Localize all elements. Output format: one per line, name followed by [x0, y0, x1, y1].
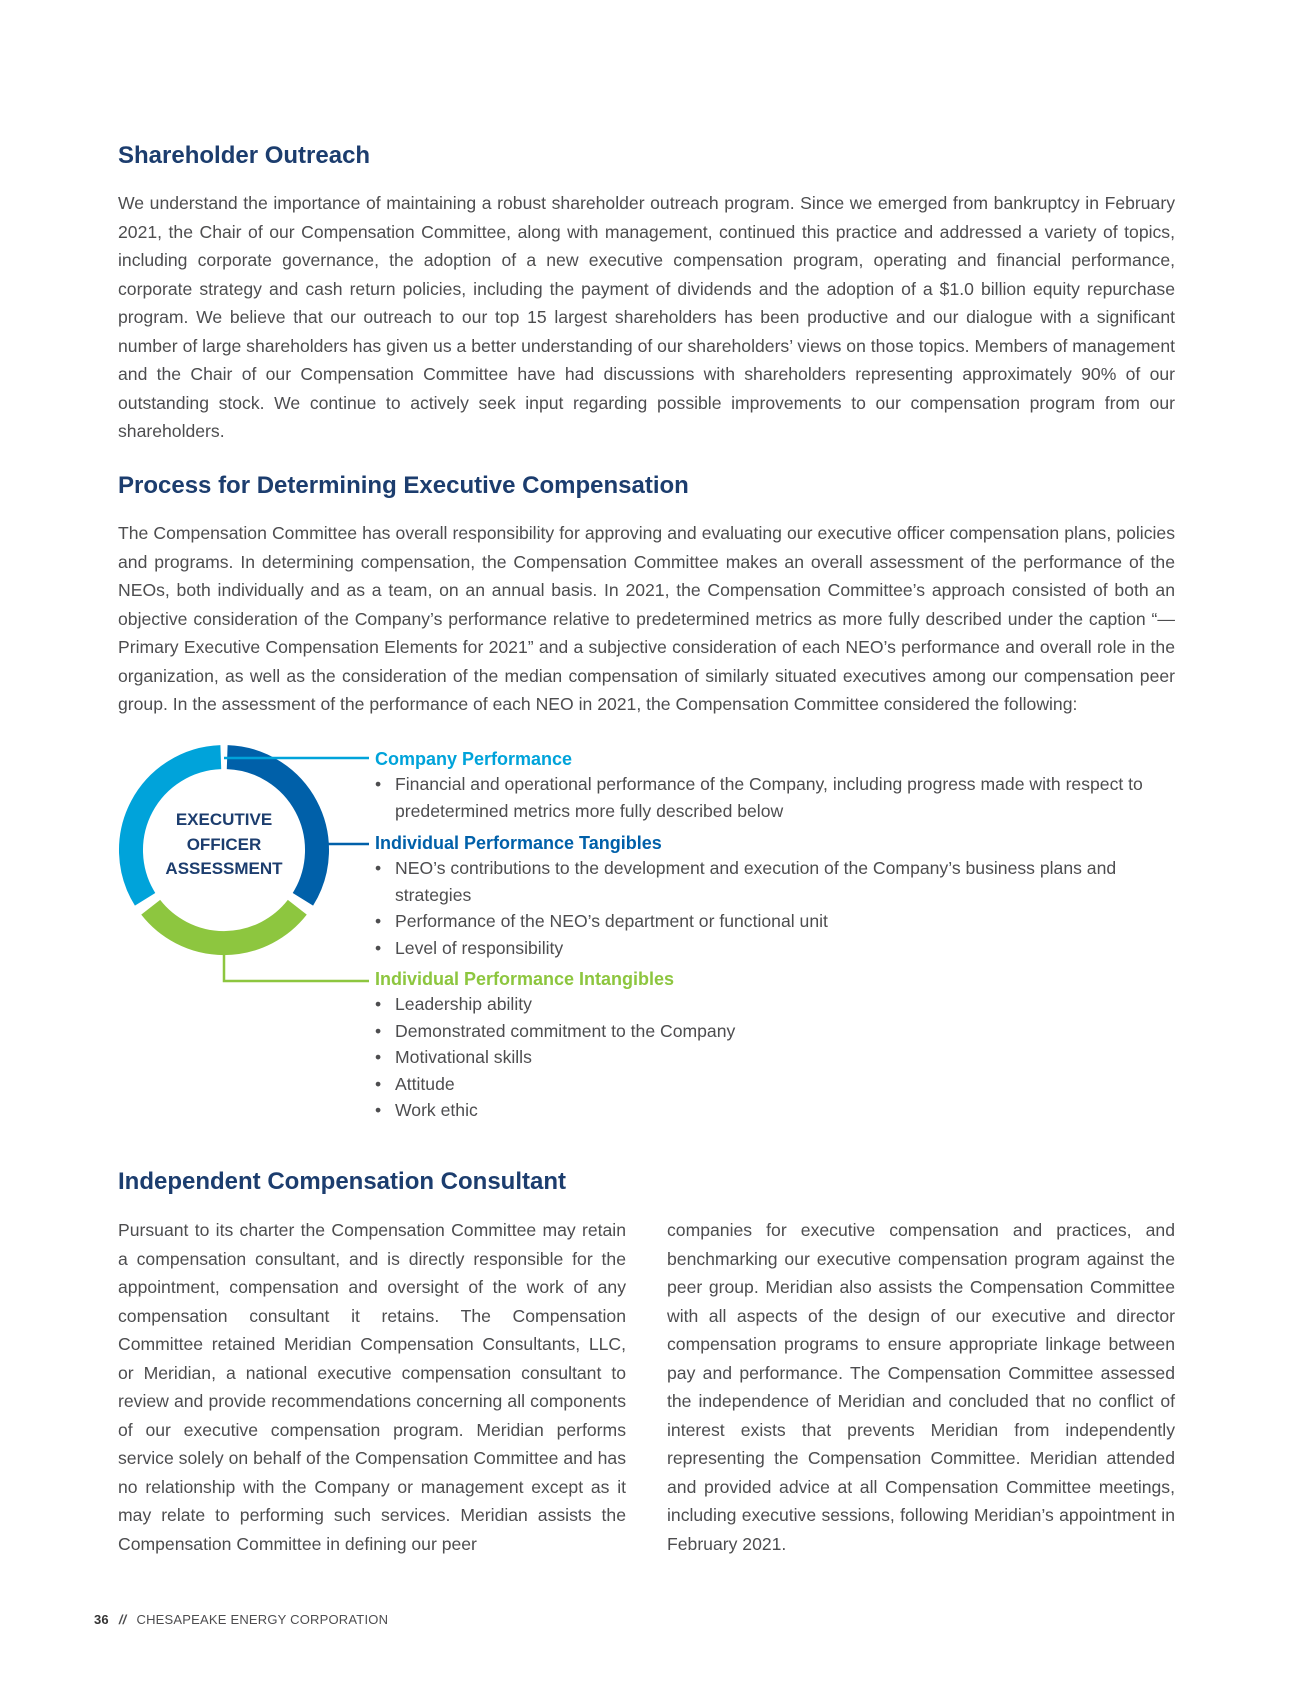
- group-title-intangibles: Individual Performance Intangibles: [375, 969, 675, 989]
- shareholder-outreach-paragraph: We understand the importance of maintaining a robust shareholder outreach program. Since we emerged from bankruptcy in February 2021, the Chair of our Compensation Committee, along with management, continued this practice and addressed a variety of topics, including corporate governance, the adoption of a new executive compensation program, operating and financial performance, corporate strategy and cash return policies, including the payment of dividends and the adoption of a $1.0 billion equity repurchase program. We believe that our outreach to our top 15 largest shareholders has been productive and our dialogue with a significant number of large shareholders has given us a better understanding of our shareholders’ views on those topics. Members of management and the Chair of our Compensation Committee have had discussions with shareholders representing approximately 90% of our outstanding stock. We continue to actively seek input regarding possible improvements to our compensation program from our shareholders.: [118, 193, 1175, 441]
- intangibles-list: [375, 991, 1075, 1124]
- company-performance-list: [375, 771, 1145, 824]
- consultant-column-right: companies for executive compensation and practices, and benchmarking our executive compensation program against the peer group. Meridian also assists the Compensation Committee with all aspects of the design of our executive and director compensation programs to ensure appropriate linkage between pay and performance. The Compensation Committee assessed the independence of Meridian and concluded that no conflict of interest exists that prevents Meridian from independently representing the Compensation Committee. Meridian attended and provided advice at all Compensation Committee meetings, including executive sessions, following Meridian’s appointment in February 2021.: [667, 1220, 1175, 1554]
- center-line: ASSESSMENT: [165, 859, 283, 878]
- footer-company: CHESAPEAKE ENERGY CORPORATION: [136, 1612, 389, 1627]
- list-item: • NEO’s contributions to the development and execution of the Company’s business plans and strategies: [375, 855, 1165, 908]
- list-item: • Financial and operational performance of the Company, including progress made with respect to predetermined metrics more fully described below: [375, 771, 1145, 824]
- ring-center-label: [144, 808, 304, 882]
- section-title-process: Process for Determining Executive Compensation: [118, 472, 689, 499]
- list-item: • Work ethic: [375, 1097, 1075, 1124]
- group-title-company-performance: Company Performance: [375, 749, 573, 769]
- section-title-consultant: Independent Compensation Consultant: [118, 1168, 566, 1195]
- center-line: EXECUTIVE: [175, 810, 273, 829]
- consultant-column-left: Pursuant to its charter the Compensation Committee may retain a compensation consultant, and is directly responsible for the appointment, compensation and oversight of the work of any compensation consultant it retains. The Compensation Committee retained Meridian Compensation Consultants, LLC, or Meridian, a national executive compensation consultant to review and provide recommendations concerning all components of our executive compensation program. Meridian performs service solely on behalf of the Compensation Committee and has no relationship with the Company or management except as it may relate to performing such services. Meridian assists the Compensation Committee in defining our peer: [118, 1220, 626, 1554]
- center-line: OFFICER: [186, 834, 262, 854]
- section-title-shareholder-outreach: Shareholder Outreach: [118, 142, 371, 169]
- page-number: 36: [94, 1612, 109, 1627]
- list-item: • Motivational skills: [375, 1044, 1075, 1071]
- list-item: • Demonstrated commitment to the Company: [375, 1018, 1075, 1045]
- process-paragraph: The Compensation Committee has overall responsibility for approving and evaluating our executive officer compensation plans, policies and programs. In determining compensation, the Compensation Committee makes an overall assessment of the performance of the NEOs, both individually and as a team, on an annual basis. In 2021, the Compensation Committee’s approach consisted of both an objective consideration of the Company’s performance relative to predetermined metrics as more fully described under the caption “—Primary Executive Compensation Elements for 2021” and a subjective consideration of each NEO’s performance and overall role in the organization, as well as the consideration of the median compensation of similarly situated executives among our compensation peer group. In the assessment of the performance of each NEO in 2021, the Compensation Committee considered the following:: [118, 523, 1175, 714]
- page-footer: [94, 1612, 388, 1627]
- list-item: • Leadership ability: [375, 991, 1075, 1018]
- list-item: • Attitude: [375, 1071, 1075, 1098]
- connector-intangibles: [224, 955, 369, 981]
- list-item: • Performance of the NEO’s department or functional unit: [375, 908, 1165, 935]
- list-item: • Level of responsibility: [375, 935, 1165, 962]
- tangibles-list: [375, 855, 1165, 961]
- group-title-tangibles: Individual Performance Tangibles: [375, 833, 662, 853]
- footer-separator: //: [118, 1612, 127, 1627]
- ring-segment-intangibles: [151, 907, 298, 943]
